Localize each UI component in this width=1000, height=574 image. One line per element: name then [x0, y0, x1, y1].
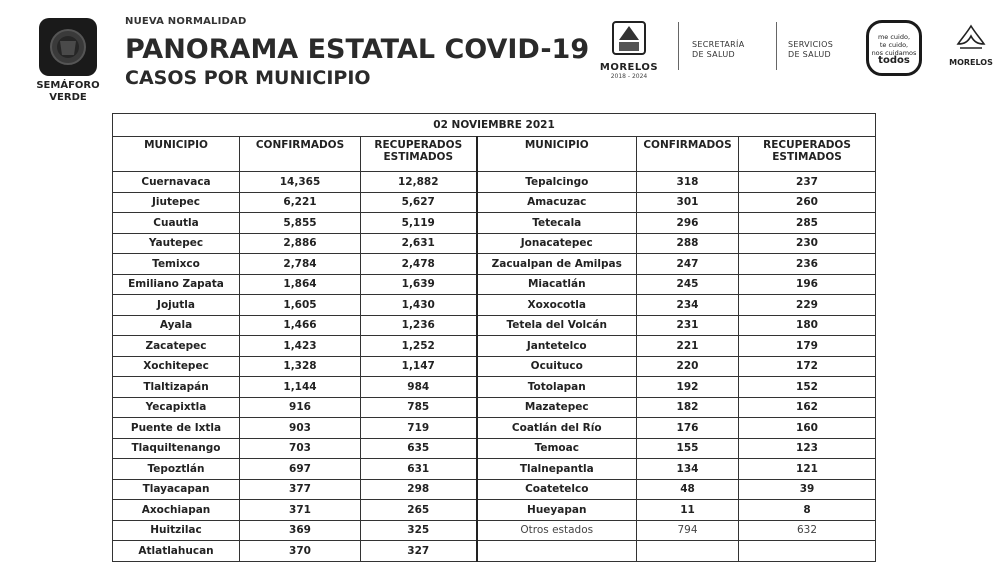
recuperados-cell: 237: [739, 172, 876, 193]
recuperados-cell: 265: [361, 500, 477, 521]
table-row: [113, 479, 876, 500]
confirmados-cell: 1,144: [240, 377, 361, 398]
recuperados-cell: 631: [361, 459, 477, 480]
confirmados-cell: 231: [637, 315, 739, 336]
municipio-cell: Xoxocotla: [477, 295, 637, 316]
table-row: [113, 500, 876, 521]
confirmados-cell: 1,423: [240, 336, 361, 357]
column-header: MUNICIPIO: [477, 137, 637, 172]
secretaria-salud-logo: SECRETARÍA DE SALUD: [692, 40, 745, 59]
semaforo-label: SEMÁFORO VERDE: [36, 80, 100, 103]
recuperados-cell: 179: [739, 336, 876, 357]
municipio-cell: Cuernavaca: [113, 172, 240, 193]
municipio-cell: [477, 541, 637, 562]
recuperados-cell: 162: [739, 397, 876, 418]
table-row: [113, 336, 876, 357]
recuperados-cell: 160: [739, 418, 876, 439]
recuperados-cell: 229: [739, 295, 876, 316]
table-row: [113, 459, 876, 480]
confirmados-cell: 916: [240, 397, 361, 418]
municipio-cell: Temoac: [477, 438, 637, 459]
municipio-cell: Amacuzac: [477, 192, 637, 213]
confirmados-cell: 296: [637, 213, 739, 234]
table-body: [113, 172, 876, 562]
table-row: [113, 418, 876, 439]
confirmados-cell: 48: [637, 479, 739, 500]
recuperados-cell: 2,478: [361, 254, 477, 275]
confirmados-cell: 247: [637, 254, 739, 275]
table-row: [113, 541, 876, 562]
traffic-light-icon: [39, 18, 97, 76]
recuperados-cell: 180: [739, 315, 876, 336]
municipio-cell: Tlaltizapán: [113, 377, 240, 398]
recuperados-cell: 123: [739, 438, 876, 459]
municipio-cell: Yecapixtla: [113, 397, 240, 418]
recuperados-cell: 39: [739, 479, 876, 500]
recuperados-cell: 230: [739, 233, 876, 254]
recuperados-cell: 236: [739, 254, 876, 275]
confirmados-cell: 234: [637, 295, 739, 316]
recuperados-cell: 260: [739, 192, 876, 213]
page-subtitle: CASOS POR MUNICIPIO: [125, 67, 371, 89]
recuperados-cell: 1,430: [361, 295, 477, 316]
confirmados-cell: 2,886: [240, 233, 361, 254]
recuperados-cell: 2,631: [361, 233, 477, 254]
recuperados-cell: 1,236: [361, 315, 477, 336]
municipio-cell: Mazatepec: [477, 397, 637, 418]
municipio-cell: Axochiapan: [113, 500, 240, 521]
municipio-cell: Totolapan: [477, 377, 637, 398]
municipio-cell: Coatlán del Río: [477, 418, 637, 439]
confirmados-cell: 134: [637, 459, 739, 480]
column-header: CONFIRMADOS: [637, 137, 739, 172]
municipio-cell: Jantetelco: [477, 336, 637, 357]
municipio-cell: Jiutepec: [113, 192, 240, 213]
recuperados-cell: 172: [739, 356, 876, 377]
table-row: [113, 192, 876, 213]
confirmados-cell: 369: [240, 520, 361, 541]
covid-cases-table: [112, 113, 876, 562]
municipio-cell: Huitzilac: [113, 520, 240, 541]
municipio-cell: Yautepec: [113, 233, 240, 254]
semaforo-logo: [36, 18, 100, 104]
municipio-cell: Emiliano Zapata: [113, 274, 240, 295]
confirmados-cell: 903: [240, 418, 361, 439]
recuperados-cell: 12,882: [361, 172, 477, 193]
table-row: [113, 315, 876, 336]
municipio-cell: Coatetelco: [477, 479, 637, 500]
confirmados-cell: 370: [240, 541, 361, 562]
morelos-state-logo: [944, 22, 998, 67]
confirmados-cell: 1,605: [240, 295, 361, 316]
column-header: RECUPERADOS ESTIMADOS: [739, 137, 876, 172]
page-title: PANORAMA ESTATAL COVID-19: [125, 34, 590, 65]
municipio-cell: Otros estados: [477, 520, 637, 541]
municipio-cell: Ocuituco: [477, 356, 637, 377]
municipio-cell: Tlayacapan: [113, 479, 240, 500]
municipio-cell: Hueyapan: [477, 500, 637, 521]
kicker-text: NUEVA NORMALIDAD: [125, 16, 247, 27]
table-row: [113, 397, 876, 418]
recuperados-cell: 285: [739, 213, 876, 234]
column-header: CONFIRMADOS: [240, 137, 361, 172]
column-header: RECUPERADOS ESTIMADOS: [361, 137, 477, 172]
confirmados-cell: 176: [637, 418, 739, 439]
confirmados-cell: 155: [637, 438, 739, 459]
recuperados-cell: 152: [739, 377, 876, 398]
recuperados-cell: 196: [739, 274, 876, 295]
flower-emblem-icon: [954, 22, 988, 52]
municipio-cell: Tepalcingo: [477, 172, 637, 193]
recuperados-cell: 121: [739, 459, 876, 480]
confirmados-cell: 794: [637, 520, 739, 541]
municipio-cell: Tlalnepantla: [477, 459, 637, 480]
campaign-badge: me cuido, te cuido, nos cuidamos todos: [866, 20, 922, 76]
recuperados-cell: 1,147: [361, 356, 477, 377]
municipio-cell: Xochitepec: [113, 356, 240, 377]
servicios-salud-logo: SERVICIOS DE SALUD: [788, 40, 834, 59]
confirmados-cell: 6,221: [240, 192, 361, 213]
confirmados-cell: 11: [637, 500, 739, 521]
municipio-cell: Tetecala: [477, 213, 637, 234]
recuperados-cell: [739, 541, 876, 562]
municipio-cell: Cuautla: [113, 213, 240, 234]
recuperados-cell: 785: [361, 397, 477, 418]
table-row: [113, 274, 876, 295]
confirmados-cell: 377: [240, 479, 361, 500]
recuperados-cell: 984: [361, 377, 477, 398]
recuperados-cell: 632: [739, 520, 876, 541]
morelos-government-logo: [598, 20, 660, 80]
confirmados-cell: 220: [637, 356, 739, 377]
column-header: MUNICIPIO: [113, 137, 240, 172]
municipio-cell: Atlatlahucan: [113, 541, 240, 562]
table-row: [113, 172, 876, 193]
municipio-cell: Tlaquiltenango: [113, 438, 240, 459]
table-row: [113, 356, 876, 377]
recuperados-cell: 719: [361, 418, 477, 439]
morelos-logo-years: 2018 - 2024: [610, 73, 648, 80]
table-row: [113, 213, 876, 234]
coat-of-arms-icon: [609, 20, 649, 56]
recuperados-cell: 8: [739, 500, 876, 521]
municipio-cell: Ayala: [113, 315, 240, 336]
municipio-cell: Jojutla: [113, 295, 240, 316]
table-row: [113, 377, 876, 398]
municipio-cell: Puente de Ixtla: [113, 418, 240, 439]
recuperados-cell: 5,119: [361, 213, 477, 234]
municipio-cell: Tepoztlán: [113, 459, 240, 480]
confirmados-cell: 2,784: [240, 254, 361, 275]
confirmados-cell: 703: [240, 438, 361, 459]
table-row: [113, 438, 876, 459]
recuperados-cell: 325: [361, 520, 477, 541]
table-header-row: [113, 137, 876, 172]
confirmados-cell: [637, 541, 739, 562]
confirmados-cell: 371: [240, 500, 361, 521]
confirmados-cell: 5,855: [240, 213, 361, 234]
table-row: [113, 254, 876, 275]
confirmados-cell: 1,466: [240, 315, 361, 336]
logo-divider: [776, 22, 777, 70]
logo-divider: [678, 22, 679, 70]
confirmados-cell: 245: [637, 274, 739, 295]
table-date: 02 NOVIEMBRE 2021: [113, 114, 876, 137]
confirmados-cell: 288: [637, 233, 739, 254]
confirmados-cell: 192: [637, 377, 739, 398]
recuperados-cell: 635: [361, 438, 477, 459]
confirmados-cell: 14,365: [240, 172, 361, 193]
confirmados-cell: 697: [240, 459, 361, 480]
table-row: [113, 233, 876, 254]
confirmados-cell: 182: [637, 397, 739, 418]
confirmados-cell: 301: [637, 192, 739, 213]
recuperados-cell: 327: [361, 541, 477, 562]
table-row: [113, 295, 876, 316]
municipio-cell: Jonacatepec: [477, 233, 637, 254]
recuperados-cell: 1,639: [361, 274, 477, 295]
confirmados-cell: 1,864: [240, 274, 361, 295]
confirmados-cell: 221: [637, 336, 739, 357]
municipio-cell: Zacatepec: [113, 336, 240, 357]
recuperados-cell: 5,627: [361, 192, 477, 213]
recuperados-cell: 298: [361, 479, 477, 500]
municipio-cell: Tetela del Volcán: [477, 315, 637, 336]
confirmados-cell: 318: [637, 172, 739, 193]
title-block: [125, 16, 589, 90]
municipio-cell: Miacatlán: [477, 274, 637, 295]
morelos-logo-text: MORELOS: [599, 62, 659, 73]
municipio-cell: Zacualpan de Amilpas: [477, 254, 637, 275]
municipio-cell: Temixco: [113, 254, 240, 275]
table-row: [113, 520, 876, 541]
recuperados-cell: 1,252: [361, 336, 477, 357]
confirmados-cell: 1,328: [240, 356, 361, 377]
state-logo-text: MORELOS: [949, 58, 993, 67]
